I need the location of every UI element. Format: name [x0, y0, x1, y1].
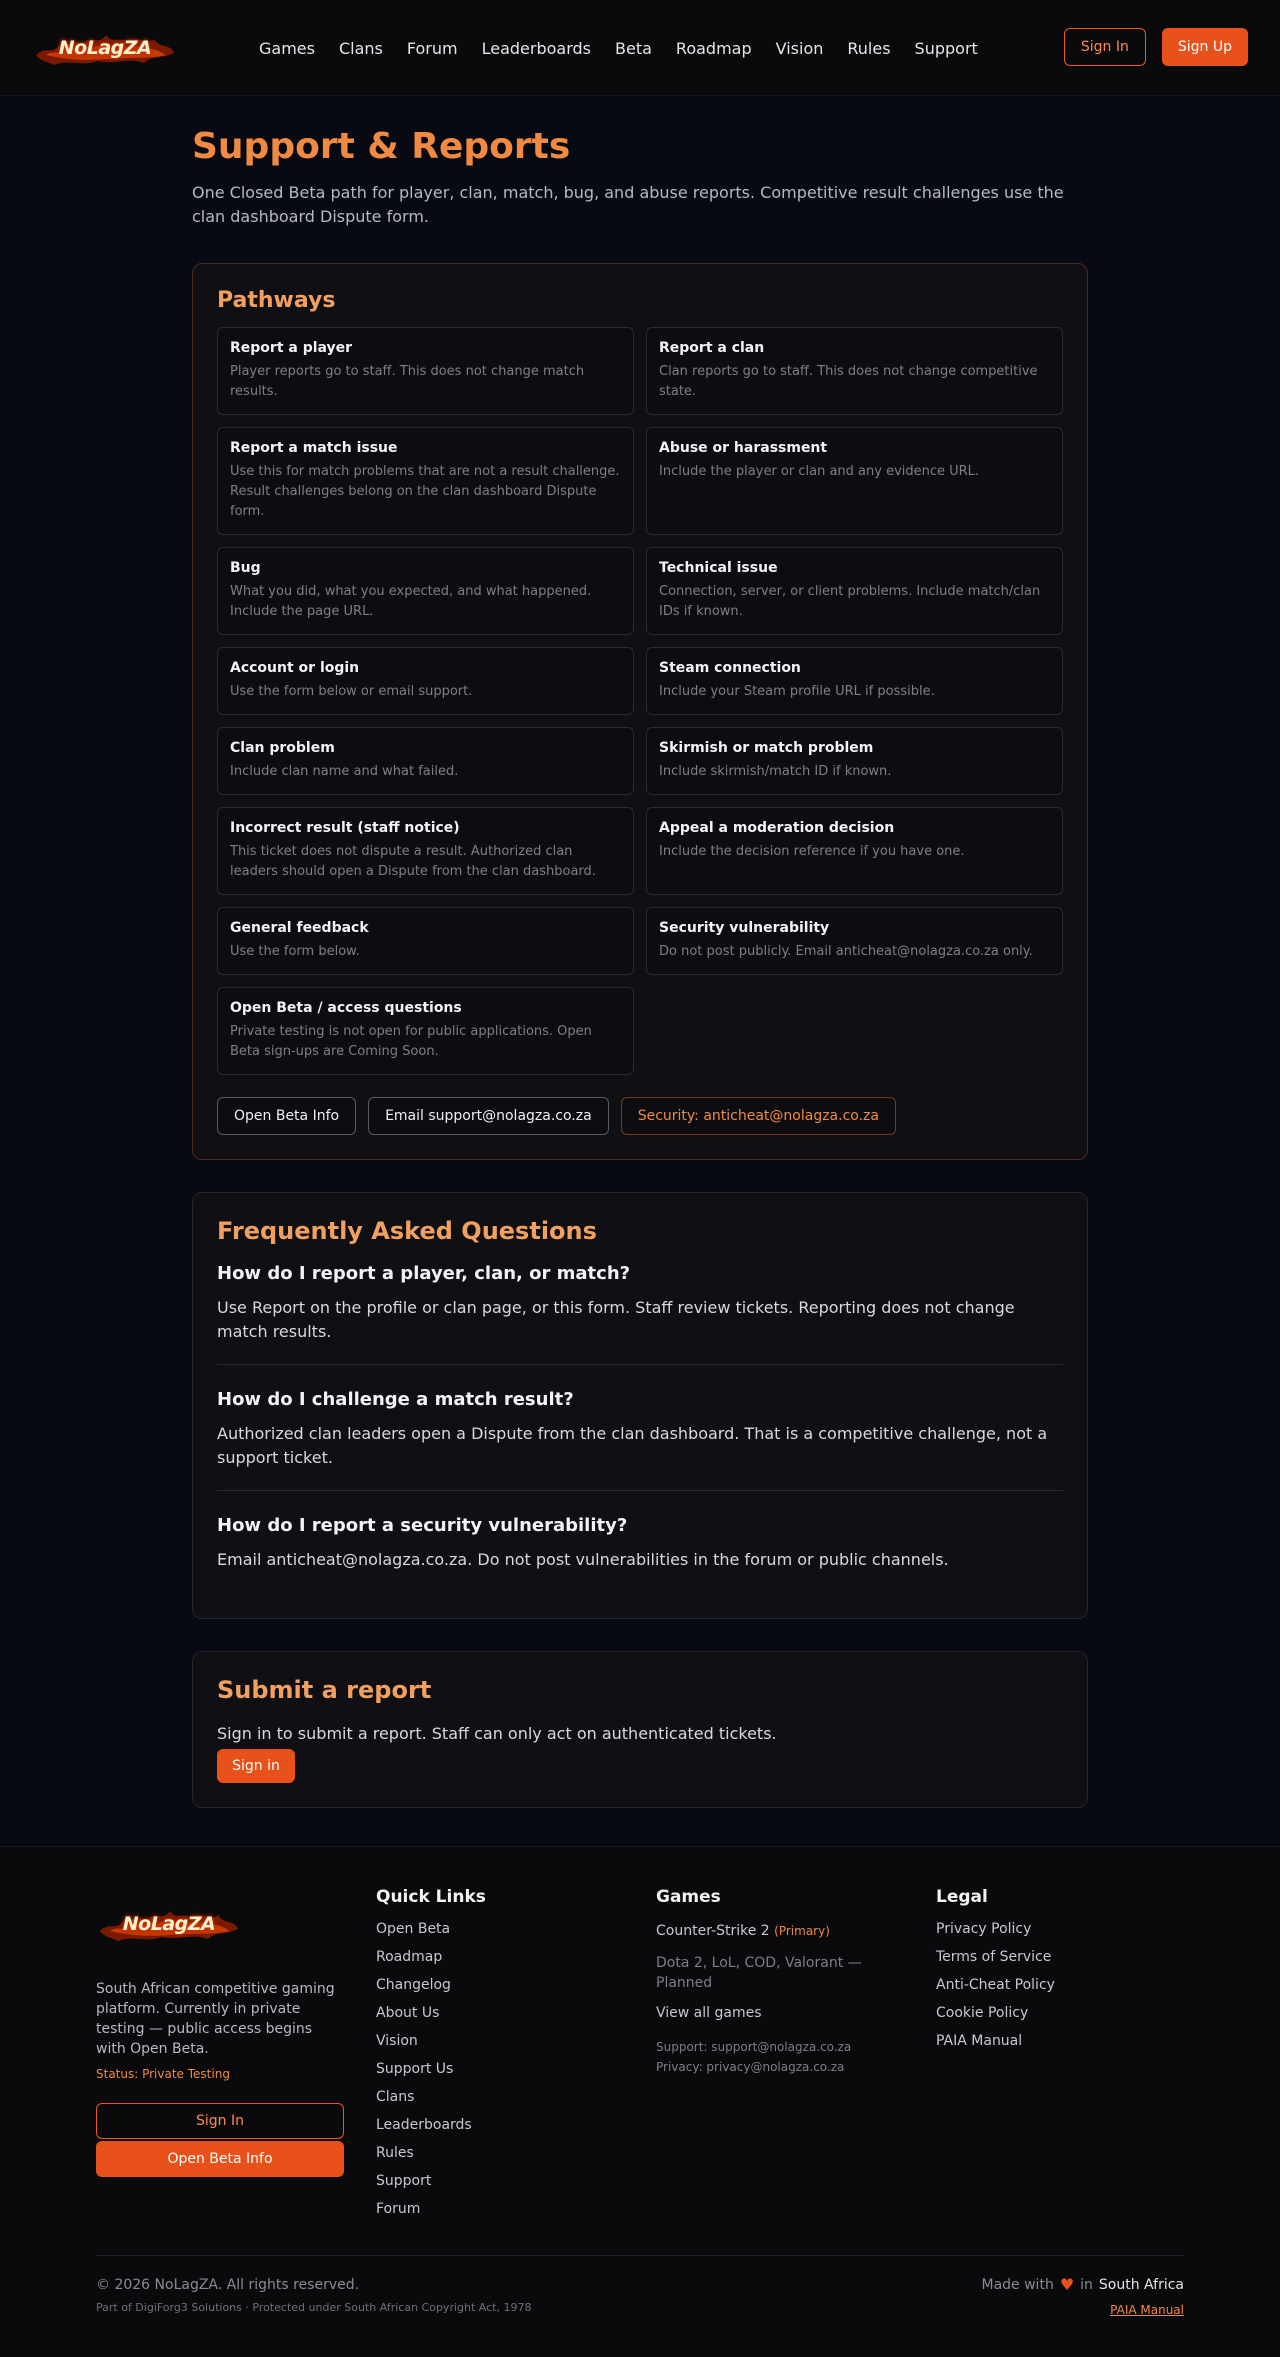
footer-link-vision[interactable]: Vision	[376, 2033, 418, 2049]
footer-link-roadmap[interactable]: Roadmap	[376, 1949, 443, 1965]
footer-quick-links-col	[376, 1887, 486, 2229]
primary-tag: (Primary)	[774, 1924, 830, 1938]
site-header	[0, 0, 1280, 96]
footer-status: Status: Private Testing	[96, 2067, 230, 2081]
pathway-desc: This ticket does not dispute a result. Authorized clan leaders should open a Dispute from the clan dashboard.	[230, 844, 596, 879]
page-subtitle: One Closed Beta path for player, clan, match, bug, and abuse reports. Competitive result challenges use the clan dashboard Dispute form.	[192, 183, 1064, 226]
pathway-abuse-harassment[interactable]	[646, 427, 1063, 535]
footer-games-col	[656, 1887, 876, 2077]
footer-made-with	[982, 2275, 1185, 2294]
pathway-title: Incorrect result (staff notice)	[230, 820, 460, 836]
faq-question: How do I challenge a match result?	[217, 1389, 574, 1410]
site-footer	[0, 1846, 1280, 2357]
footer-link-open-beta[interactable]: Open Beta	[376, 1921, 451, 1937]
game-name: Counter-Strike 2	[656, 1923, 770, 1939]
footer-link-paia-manual[interactable]: PAIA Manual	[936, 2033, 1023, 2049]
footer-link-about-us[interactable]: About Us	[376, 2005, 440, 2021]
pathway-desc: Include the player or clan and any evidence URL.	[659, 464, 980, 479]
footer-link-leaderboards[interactable]: Leaderboards	[376, 2117, 472, 2133]
pathway-title: Appeal a moderation decision	[659, 820, 895, 836]
pathway-desc: Do not post publicly. Email anticheat@nolagza.co.za only.	[659, 944, 1033, 959]
pathway-security-vulnerability[interactable]	[646, 907, 1063, 975]
pathway-desc: Include your Steam profile URL if possible.	[659, 684, 935, 699]
open-beta-info-button[interactable]: Open Beta Info	[217, 1097, 356, 1135]
pathway-report-clan[interactable]	[646, 327, 1063, 415]
footer-divider	[96, 2255, 1184, 2256]
pathway-title: Clan problem	[230, 740, 335, 756]
nav-item-forum[interactable]: Forum	[406, 38, 458, 58]
faq-title: Frequently Asked Questions	[217, 1217, 597, 1245]
pathway-title: Security vulnerability	[659, 920, 830, 936]
footer-paia-link[interactable]: PAIA Manual	[1110, 2303, 1184, 2317]
pathways-title: Pathways	[217, 288, 336, 313]
pathway-open-beta-questions[interactable]	[217, 987, 634, 1075]
pathway-title: Steam connection	[659, 660, 801, 676]
nav-item-leaderboards[interactable]: Leaderboards	[481, 38, 592, 58]
faq-item	[217, 1263, 1063, 1365]
country-text: South Africa	[1098, 2276, 1184, 2293]
nav-item-beta[interactable]: Beta	[615, 38, 652, 58]
faq-card	[192, 1192, 1088, 1619]
header-sign-in-button[interactable]: Sign In	[1064, 28, 1146, 66]
footer-view-all-games[interactable]: View all games	[656, 2005, 762, 2021]
pathway-steam-connection[interactable]	[646, 647, 1063, 715]
pathway-title: Report a player	[230, 340, 353, 356]
submit-text: Sign in to submit a report. Staff can only act on authenticated tickets.	[217, 1724, 777, 1743]
pathway-desc: Clan reports go to staff. This does not change competitive state.	[659, 364, 1038, 399]
main-content	[192, 96, 1088, 1808]
logo-text: NoLagZA	[58, 36, 152, 59]
pathway-desc: Include clan name and what failed.	[230, 764, 459, 779]
footer-link-privacy-policy[interactable]: Privacy Policy	[936, 1921, 1032, 1937]
pathway-desc: Include the decision reference if you have one.	[659, 844, 965, 859]
pathway-desc: What you did, what you expected, and what happened. Include the page URL.	[230, 584, 592, 619]
faq-answer: Email anticheat@nolagza.co.za. Do not post vulnerabilities in the forum or public channels.	[217, 1550, 949, 1569]
footer-support-email[interactable]: Support: support@nolagza.co.za	[656, 2040, 852, 2054]
footer-description: South African competitive gaming platform. Currently in private testing — public access begins with Open Beta.	[96, 1981, 335, 2057]
pathway-desc: Player reports go to staff. This does not change match results.	[230, 364, 585, 399]
pathway-title: Account or login	[230, 660, 360, 676]
faq-item	[217, 1515, 1063, 1586]
footer-link-support-us[interactable]: Support Us	[376, 2061, 454, 2077]
nav-item-vision[interactable]: Vision	[775, 38, 824, 58]
pathways-card	[192, 263, 1088, 1160]
pathways-buttons	[217, 1097, 1063, 1135]
footer-open-beta-button[interactable]: Open Beta Info	[96, 2141, 344, 2177]
footer-link-terms[interactable]: Terms of Service	[936, 1949, 1052, 1965]
nav-item-support[interactable]: Support	[914, 38, 978, 58]
footer-game-primary[interactable]	[656, 1921, 876, 1941]
faq-answer: Authorized clan leaders open a Dispute from the clan dashboard. That is a competitive challenge, not a support ticket.	[217, 1424, 1048, 1467]
pathway-desc: Use the form below.	[230, 944, 360, 959]
pathway-report-match-issue[interactable]	[217, 427, 634, 535]
quick-links-title: Quick Links	[376, 1887, 486, 1907]
made-with-text: Made with	[981, 2276, 1054, 2293]
games-title: Games	[656, 1887, 721, 1907]
footer-link-changelog[interactable]: Changelog	[376, 1977, 451, 1993]
footer-privacy-email[interactable]: Privacy: privacy@nolagza.co.za	[656, 2060, 845, 2074]
pathway-desc: Include skirmish/match ID if known.	[659, 764, 892, 779]
footer-link-support[interactable]: Support	[376, 2173, 432, 2189]
pathway-title: Report a match issue	[230, 440, 398, 456]
pathway-title: Skirmish or match problem	[659, 740, 874, 756]
footer-link-cookie-policy[interactable]: Cookie Policy	[936, 2005, 1029, 2021]
submit-report-card	[192, 1651, 1088, 1808]
pathway-report-player[interactable]	[217, 327, 634, 415]
email-support-button[interactable]: Email support@nolagza.co.za	[368, 1097, 609, 1135]
pathway-desc: Connection, server, or client problems. Include match/clan IDs if known.	[659, 584, 1041, 619]
pathway-title: Open Beta / access questions	[230, 1000, 462, 1016]
pathway-desc: Use this for match problems that are not a result challenge. Result challenges belong on the clan dashboard Dispute form.	[230, 464, 620, 519]
security-email-button[interactable]: Security: anticheat@nolagza.co.za	[621, 1097, 896, 1135]
footer-link-forum[interactable]: Forum	[376, 2201, 421, 2217]
pathway-desc: Private testing is not open for public applications. Open Beta sign-ups are Coming Soon.	[230, 1024, 592, 1059]
pathway-title: Abuse or harassment	[659, 440, 828, 456]
footer-legal-col	[936, 1887, 1055, 2061]
auth-buttons	[1064, 28, 1248, 66]
pathway-appeal-moderation[interactable]	[646, 807, 1063, 895]
footer-logo[interactable]	[96, 1903, 242, 1945]
pathway-clan-problem[interactable]	[217, 727, 634, 795]
footer-copyright: © 2026 NoLagZA. All rights reserved.	[96, 2277, 360, 2293]
footer-link-rules[interactable]: Rules	[376, 2145, 414, 2161]
pathway-technical-issue[interactable]	[646, 547, 1063, 635]
pathway-skirmish-problem[interactable]	[646, 727, 1063, 795]
logo-text: NoLagZA	[122, 1913, 216, 1935]
pathway-title: Bug	[230, 560, 261, 576]
pathway-desc: Use the form below or email support.	[230, 684, 473, 699]
submit-sign-in-button[interactable]: Sign in	[217, 1749, 295, 1783]
footer-brand-col	[96, 1903, 346, 2177]
pathway-title: Technical issue	[659, 560, 778, 576]
pathway-bug[interactable]	[217, 547, 634, 635]
pathways-grid	[217, 327, 1063, 1075]
footer-copyright-sub: Part of DigiForg3 Solutions · Protected under South African Copyright Act, 1978	[96, 2301, 532, 2314]
site-logo[interactable]	[32, 27, 178, 69]
legal-title: Legal	[936, 1887, 988, 1907]
nav-item-roadmap[interactable]: Roadmap	[675, 38, 752, 58]
nav-item-games[interactable]: Games	[259, 38, 315, 58]
faq-answer: Use Report on the profile or clan page, or this form. Staff review tickets. Reporting does not change match results.	[217, 1298, 1015, 1341]
made-in-text: in	[1080, 2276, 1093, 2293]
pathway-account-login[interactable]	[217, 647, 634, 715]
footer-link-clans[interactable]: Clans	[376, 2089, 415, 2105]
pathway-title: General feedback	[230, 920, 369, 936]
pathway-incorrect-result[interactable]	[217, 807, 634, 895]
header-sign-up-button[interactable]: Sign Up	[1162, 28, 1248, 66]
pathway-title: Report a clan	[659, 340, 765, 356]
faq-item	[217, 1389, 1063, 1491]
main-nav	[259, 0, 1002, 96]
faq-question: How do I report a security vulnerability?	[217, 1515, 628, 1536]
faq-question: How do I report a player, clan, or match?	[217, 1263, 631, 1284]
footer-link-anti-cheat[interactable]: Anti-Cheat Policy	[936, 1977, 1055, 1993]
submit-title: Submit a report	[217, 1676, 432, 1704]
page-title: Support & Reports	[192, 126, 571, 167]
footer-games-planned: Dota 2, LoL, COD, Valorant — Planned	[656, 1955, 862, 1991]
nav-item-clans[interactable]: Clans	[338, 38, 383, 58]
footer-sign-in-button[interactable]: Sign In	[96, 2103, 344, 2139]
nav-item-rules[interactable]: Rules	[847, 38, 891, 58]
pathway-general-feedback[interactable]	[217, 907, 634, 975]
heart-icon: ♥	[1059, 2275, 1075, 2294]
